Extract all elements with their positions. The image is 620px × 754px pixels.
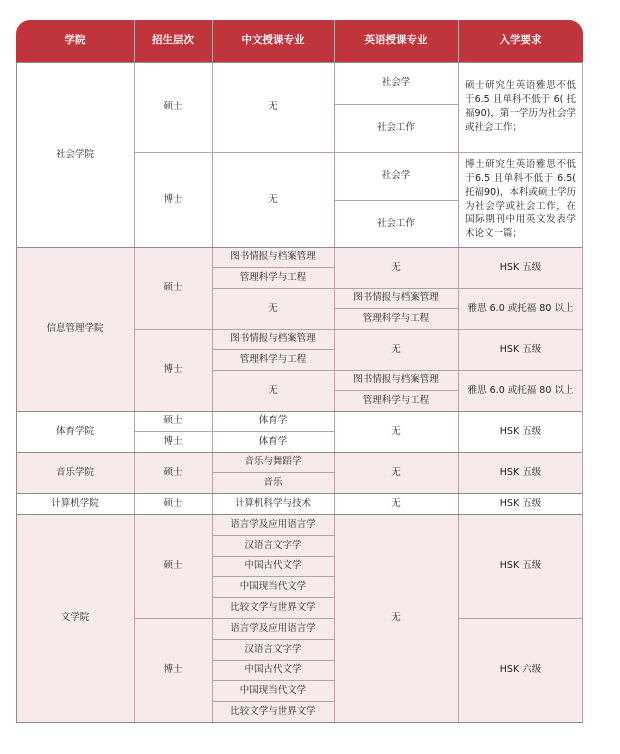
en-major-literature: 无 (334, 514, 458, 722)
grid-hline (212, 535, 334, 536)
cn-major-sociology-master: 无 (212, 62, 334, 152)
grid-hline (212, 556, 334, 557)
college-music: 音乐学院 (16, 452, 134, 493)
cn-major-info-doctor-2: 管理科学与工程 (212, 349, 334, 370)
grid-hline (134, 329, 583, 330)
college-computer: 计算机学院 (16, 493, 134, 514)
header-english-major: 英语授课专业 (334, 20, 458, 62)
grid-hline (212, 597, 334, 598)
cn-major-lit-doctor-2: 汉语言文字学 (212, 639, 334, 660)
grid-hline (134, 618, 334, 619)
grid-hline (16, 514, 583, 515)
cn-major-lit-doctor-3: 中国古代文学 (212, 660, 334, 680)
grid-hline (212, 288, 583, 289)
college-sports: 体育学院 (16, 411, 134, 452)
header-chinese-major: 中文授课专业 (212, 20, 334, 62)
cn-major-sports-2: 体育学 (212, 431, 334, 452)
cn-major-lit-doctor-5: 比较文学与世界文学 (212, 701, 334, 722)
grid-hline (334, 308, 458, 309)
en-major-sports: 无 (334, 411, 458, 452)
en-major-music: 无 (334, 452, 458, 493)
en-major-info-master-2: 管理科学与工程 (334, 308, 458, 329)
grid-hline (16, 722, 583, 723)
en-major-computer: 无 (334, 493, 458, 514)
cn-major-info-doctor-1: 图书情报与档案管理 (212, 329, 334, 349)
cn-major-info-master-1: 图书情报与档案管理 (212, 247, 334, 267)
grid-hline (212, 267, 334, 268)
requirement-computer: HSK 五级 (458, 493, 583, 514)
grid-left-border (16, 62, 17, 722)
grid-hline (212, 660, 334, 661)
college-info-management: 信息管理学院 (16, 247, 134, 411)
en-major-sociology-doctor-2: 社会工作 (334, 200, 458, 247)
grid-right-border (582, 62, 583, 722)
grid-hline (334, 390, 458, 391)
requirement-info-doctor-en: 雅思 6.0 或托福 80 以上 (458, 370, 583, 411)
requirement-sports: HSK 五级 (458, 411, 583, 452)
requirement-lit-master: HSK 五级 (458, 514, 583, 618)
grid-vline (134, 20, 135, 722)
cn-major-lit-master-3: 中国古代文学 (212, 556, 334, 576)
requirement-info-master-en: 雅思 6.0 或托福 80 以上 (458, 288, 583, 329)
cn-major-computer: 计算机科学与技术 (212, 493, 334, 514)
en-major-sociology-doctor-1: 社会学 (334, 152, 458, 200)
cn-major-info-master-2: 管理科学与工程 (212, 267, 334, 288)
level-sports-master: 硕士 (134, 411, 212, 431)
level-literature-master: 硕士 (134, 514, 212, 618)
level-computer-master: 硕士 (134, 493, 212, 514)
en-major-info-doctor-2: 管理科学与工程 (334, 390, 458, 411)
grid-hline (212, 349, 334, 350)
grid-hline (134, 431, 334, 432)
grid-hline (334, 200, 458, 201)
cn-major-lit-doctor-1: 语言学及应用语言学 (212, 618, 334, 639)
cn-major-lit-master-2: 汉语言文字学 (212, 535, 334, 556)
cn-major-sports-1: 体育学 (212, 411, 334, 431)
en-major-info-doctor-none: 无 (334, 329, 458, 370)
cn-major-music-1: 音乐与舞蹈学 (212, 452, 334, 472)
level-info-master: 硕士 (134, 247, 212, 329)
level-sports-doctor: 博士 (134, 431, 212, 452)
grid-hline (16, 493, 583, 494)
grid-hline (212, 576, 334, 577)
cn-major-lit-master-5: 比较文学与世界文学 (212, 597, 334, 618)
cn-major-lit-doctor-4: 中国现当代文学 (212, 680, 334, 701)
cn-major-sociology-doctor: 无 (212, 152, 334, 247)
cn-major-lit-master-1: 语言学及应用语言学 (212, 514, 334, 535)
level-music-master: 硕士 (134, 452, 212, 493)
level-info-doctor: 博士 (134, 329, 212, 411)
header-college: 学院 (16, 20, 134, 62)
en-major-sociology-master-2: 社会工作 (334, 104, 458, 152)
en-major-sociology-master-1: 社会学 (334, 62, 458, 104)
grid-hline (458, 618, 583, 619)
level-sociology-doctor: 博士 (134, 152, 212, 247)
requirement-sociology-doctor: 博士研究生英语雅思不低于6.5 且单科不低于 6.5( 托福90)，本科或硕士学历为社会学或社会工作，在国际期刊中用英文发表学术论文一篇； (458, 152, 583, 247)
cn-major-music-2: 音乐 (212, 472, 334, 493)
grid-hline (212, 639, 334, 640)
requirement-music: HSK 五级 (458, 452, 583, 493)
level-literature-doctor: 博士 (134, 618, 212, 722)
admission-table (16, 20, 583, 722)
en-major-info-master-1: 图书情报与档案管理 (334, 288, 458, 308)
requirement-sociology-master: 硕士研究生英语雅思不低于6.5 且单科不低于 6( 托福90)，第一学历为社会学或社会工作； (458, 62, 583, 152)
level-sociology-master: 硕士 (134, 62, 212, 152)
grid-vline (334, 20, 335, 722)
college-literature: 文学院 (16, 514, 134, 722)
cn-major-lit-master-4: 中国现当代文学 (212, 576, 334, 597)
cn-major-info-master-none: 无 (212, 288, 334, 329)
college-sociology: 社会学院 (16, 62, 134, 247)
header-requirement: 入学要求 (458, 20, 583, 62)
grid-hline (16, 452, 583, 453)
grid-hline (212, 680, 334, 681)
grid-hline (212, 701, 334, 702)
grid-hline (16, 62, 583, 63)
grid-vline (212, 20, 213, 722)
grid-hline (212, 370, 583, 371)
requirement-info-doctor-cn: HSK 五级 (458, 329, 583, 370)
grid-hline (134, 152, 583, 153)
en-major-info-master-none: 无 (334, 247, 458, 288)
header-level: 招生层次 (134, 20, 212, 62)
grid-hline (16, 411, 583, 412)
grid-hline (212, 472, 334, 473)
requirement-info-master-cn: HSK 五级 (458, 247, 583, 288)
cn-major-info-doctor-none: 无 (212, 370, 334, 411)
grid-vline (458, 20, 459, 722)
grid-hline (334, 104, 458, 105)
en-major-info-doctor-1: 图书情报与档案管理 (334, 370, 458, 390)
grid-hline (16, 247, 583, 248)
requirement-lit-doctor: HSK 六级 (458, 618, 583, 722)
